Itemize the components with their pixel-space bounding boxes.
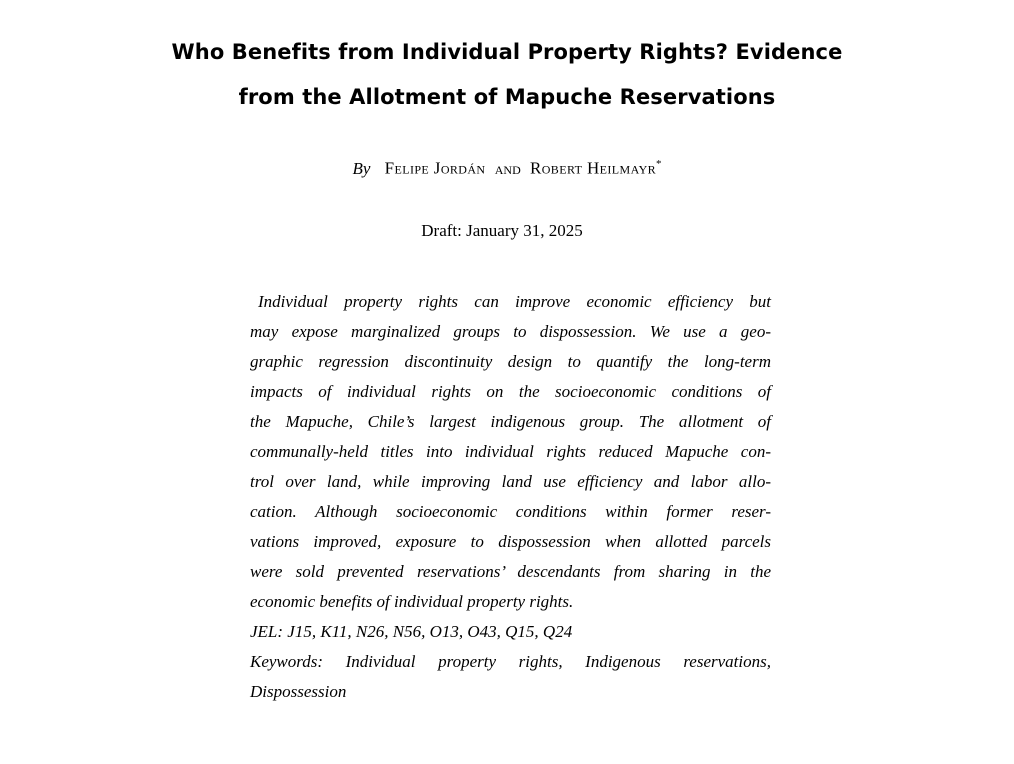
abstract [250,288,771,708]
author-byline [0,158,1014,179]
byline-and: and [494,158,521,178]
author-name-2: Robert Heilmayr [530,158,657,178]
abstract-line: Individual property rights can improve economic efficiency but [258,292,771,311]
abstract-line: impacts of individual rights on the socioeconomic conditions of [250,382,771,401]
draft-date: Draft: January 31, 2025 [421,221,583,240]
jel-codes: JEL: J15, K11, N26, N56, O13, O43, Q15, Q24 [250,622,573,641]
abstract-line: economic benefits of individual property rights. [250,592,574,611]
abstract-line: trol over land, while improving land use efficiency and labor allo- [250,472,771,491]
paper-title-line-1: Who Benefits from Individual Property Rights? Evidence [171,40,843,64]
keywords-line: Dispossession [250,682,347,701]
abstract-line: cation. Although socioeconomic conditions within former reser- [250,502,771,521]
byline-by: By [352,158,371,178]
abstract-line: may expose marginalized groups to dispossession. We use a geo- [250,322,771,341]
abstract-line: vations improved, exposure to dispossession when allotted parcels [250,532,771,551]
keywords-line: Keywords: Individual property rights, Indigenous reservations, [250,652,771,671]
paper-title-line-2: from the Allotment of Mapuche Reservations [238,85,776,109]
abstract-line: the Mapuche, Chile’s largest indigenous group. The allotment of [250,412,771,431]
abstract-line: communally-held titles into individual rights reduced Mapuche con- [250,442,771,461]
abstract-line: were sold prevented reservations’ descendants from sharing in the [250,562,771,581]
abstract-line: graphic regression discontinuity design to quantify the long-term [250,352,771,371]
author-name-1: Felipe Jordán [384,158,486,178]
author-footnote-mark: * [656,158,662,170]
